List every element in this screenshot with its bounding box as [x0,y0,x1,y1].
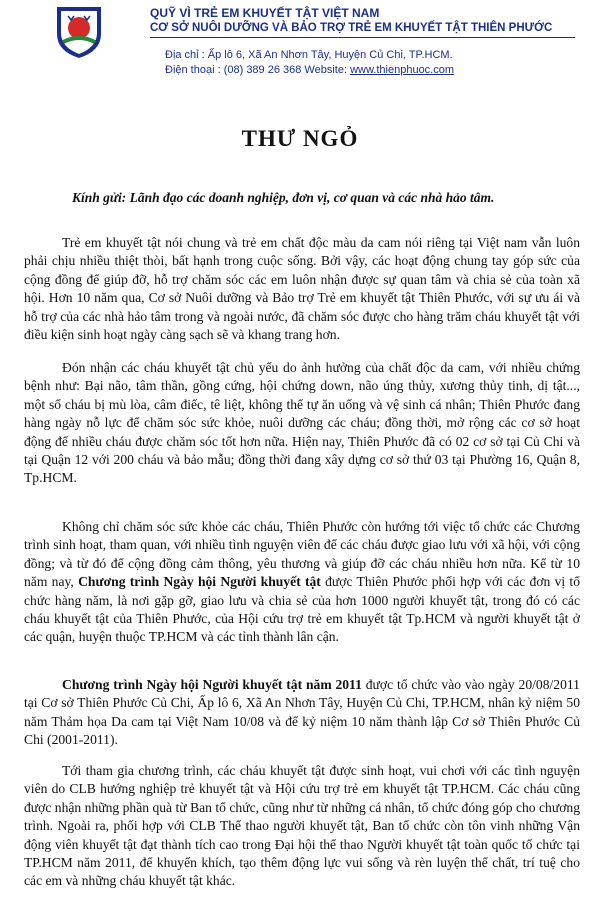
paragraph-2: Đón nhận các cháu khuyết tật chủ yếu do ảnh hưởng của chất độc da cam, với nhiều chứng bệnh như: Bại não, tâm thần, gồng cứng, hội chứng down, não úng thủy, xương thủy tinh, dị tật..., một số cháu bị mù lòa, câm điếc, tê liệt, không thể tự ăn uống và vệ sinh cá nhân; Thiên Phước đang hàng ngày nỗ lực để chăm sóc sức khỏe, nuôi dưỡng các cháu; đồng thời, mở rộng các cơ sở hoạt động để nhiều cháu được chăm sóc tốt hơn nữa. Hiện nay, Thiên Phước đã có 02 cơ sở tại Củ Chi và tại Quận 12 với 200 cháu và bảo mẫu; đồng thời đang xây dựng cơ sở thứ 03 tại Phường 16, Quận 8, Tp.HCM. [24,360,580,486]
phone-and-website-label: Điện thoại : (08) 389 26 368 Website: [165,64,351,76]
website-link[interactable]: www.thienphuoc.com [350,64,455,76]
fund-name: QUỸ VÌ TRẺ EM KHUYẾT TẬT VIỆT NAM [150,6,380,20]
paragraph-4: Chương trình Ngày hội Người khuyết tật năm 2011 được tổ chức vào vào ngày 20/08/2011 tại Cơ sở Thiên Phước Củ Chi, Ấp lô 6, Xã An Nhơn Tây, Huyện Củ Chi, TP.HCM, nhân kỷ niệm 50 năm Thảm họa Da cam tại Việt Nam 10/08 và để kỷ niệm 10 năm thành lập Cơ sở Thiên Phước Củ Chi (2001-2011). [24,677,580,748]
header-divider [150,37,575,38]
event-name-bold: Chương trình Ngày hội Người khuyết tật [78,574,321,590]
paragraph-5: Tới tham gia chương trình, các cháu khuyết tật được sinh hoạt, vui chơi với các tình nguyện viên do CLB hướng nghiệp trẻ khuyết tật và Hội cứu trợ trẻ em khuyết tật TP.HCM. Các cháu cũng được nhận những phần quà từ Ban tổ chức, cũng như từ những cá nhân, tổ chức đóng góp cho chương trình. Ngoài ra, phối hợp với CLB Thể thao người khuyết tật, Ban tổ chức còn tôn vinh những Vận động viên khuyết tật đạt thành tích cao trong Đại hội thể thao Người khuyết tật toàn quốc tổ chức tại TP.HCM năm 2011, để khuyến khích, tạo thêm động lực vui sống và rèn luyện thể chất, trí tuệ cho các em và những cháu khuyết tật khác. [24,763,580,889]
organization-logo [54,4,104,60]
letter-title: THƯ NGỎ [241,126,359,151]
contact-line [165,64,454,76]
address: Địa chỉ : Ấp lô 6, Xã An Nhơn Tây, Huyện Củ Chi, TP.HCM. [165,49,453,61]
salutation: Kính gửi: Lãnh đạo các doanh nghiệp, đơn vị, cơ quan và các nhà hảo tâm. [72,190,495,205]
paragraph-3: Không chỉ chăm sóc sức khỏe các cháu, Thiên Phước còn hướng tới việc tổ chức các Chương trình sinh hoạt, tham quan, với nhiều tình nguyện viên để các cháu được giao lưu với xã hội, với cộng đồng; và từ đó để cộng đồng cảm thông, yêu thương và giúp đỡ các cháu nhiều hơn nữa. Kể từ 10 năm nay, Chương trình Ngày hội Người khuyết tật được Thiên Phước phối hợp với các đơn vị tổ chức hàng năm, là nơi gặp gỡ, giao lưu và chia sẻ của hơn 1000 người khuyết tật, trong đó có các cháu khuyết tật của Thiên Phước, của Hội cứu trợ trẻ em khuyết tật Tp.HCM và người khuyết tật ở các quận, huyện thuộc TP.HCM và các tỉnh thành lân cận. [24,519,581,645]
center-name: CƠ SỞ NUÔI DƯỠNG VÀ BẢO TRỢ TRẺ EM KHUYẾT TẬT THIÊN PHƯỚC [150,22,553,34]
paragraph-1: Trẻ em khuyết tật nói chung và trẻ em chất độc màu da cam nói riêng tại Việt nam vẫn luôn phải chịu nhiều thiệt thòi, bất hạnh trong cuộc sống. Bởi vậy, các hoạt động chung tay góp sức của cộng đồng để giúp đỡ, hỗ trợ chăm sóc các em luôn nhận được sự quan tâm và chia sẻ của toàn xã hội. Hơn 10 năm qua, Cơ sở Nuôi dưỡng và Bảo trợ Trẻ em khuyết tật Thiên Phước, với sự ưu ái và hỗ trợ của các nhà hảo tâm trong và ngoài nước, đã chăm sóc được cho hàng trăm cháu khuyết tật với điều kiện sinh hoạt ngày càng sạch sẽ và khang trang hơn. [24,235,580,343]
event-2011-bold: Chương trình Ngày hội Người khuyết tật năm 2011 [62,677,362,692]
